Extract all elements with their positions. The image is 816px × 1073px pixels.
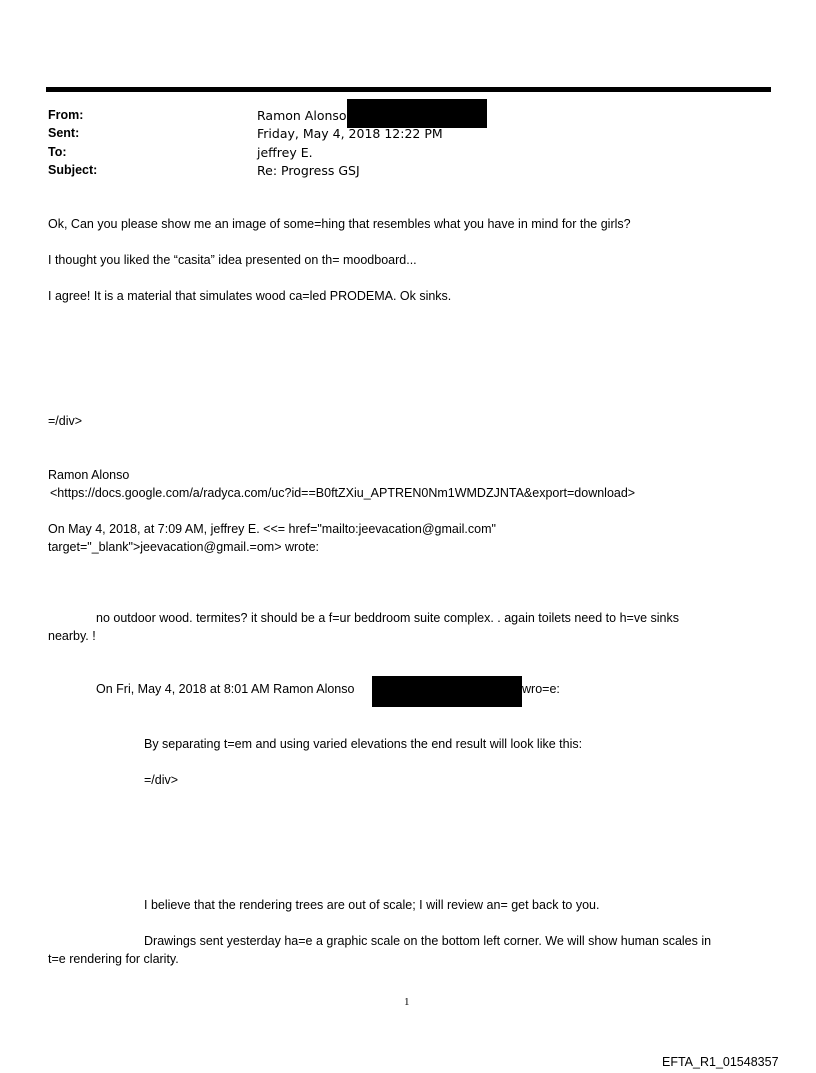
quote-header-2-start: On Fri, May 4, 2018 at 8:01 AM Ramon Alonso — [96, 682, 355, 696]
redaction-box — [347, 99, 487, 128]
quote-header-2-end: wro=e: — [522, 682, 560, 696]
div-close-1: =/div> — [48, 414, 83, 428]
header-rule — [46, 87, 771, 92]
signature-link[interactable]: <https://docs.google.com/a/radyca.com/uc?id==B0ftZXiu_APTREN0Nm1WMDZJNTA&export=download> — [50, 486, 636, 500]
redaction-box — [372, 676, 522, 707]
body-line-2: I thought you liked the “casita” idea presented on th= moodboard... — [48, 253, 417, 267]
from-value: Ramon Alonso — [257, 108, 347, 123]
ramon-line-2: I believe that the rendering trees are out of scale; I will review an= get back to you. — [144, 898, 600, 912]
subject-label: Subject: — [48, 163, 98, 177]
signature-name: Ramon Alonso — [48, 468, 130, 482]
quote-header-1b: target="_blank">jeevacation@gmail.=om> wrote: — [48, 540, 320, 554]
jeff-reply-line-1: no outdoor wood. termites? it should be a f=ur beddroom suite complex. . again toilets need to h=ve sinks — [96, 611, 679, 625]
subject-value: Re: Progress GSJ — [257, 163, 360, 178]
page-number: 1 — [404, 996, 410, 1008]
document-id: EFTA_R1_01548357 — [662, 1055, 779, 1069]
quote-header-1a: On May 4, 2018, at 7:09 AM, jeffrey E. <<= href="mailto:jeevacation@gmail.com" — [48, 522, 496, 536]
div-close-2: =/div> — [144, 773, 179, 787]
body-line-3: I agree! It is a material that simulates wood ca=led PRODEMA. Ok sinks. — [48, 289, 452, 303]
ramon-line-3a: Drawings sent yesterday ha=e a graphic scale on the bottom left corner. We will show human scales in — [144, 934, 712, 948]
ramon-line-1: By separating t=em and using varied elevations the end result will look like this: — [144, 737, 583, 751]
from-label: From: — [48, 108, 84, 122]
jeff-reply-line-2: nearby. ! — [48, 629, 96, 643]
to-value: jeffrey E. — [257, 145, 313, 160]
ramon-line-3b: t=e rendering for clarity. — [48, 952, 179, 966]
body-line-1: Ok, Can you please show me an image of some=hing that resembles what you have in mind for the girls? — [48, 217, 631, 231]
sent-value: Friday, May 4, 2018 12:22 PM — [257, 126, 443, 141]
to-label: To: — [48, 145, 67, 159]
sent-label: Sent: — [48, 126, 80, 140]
